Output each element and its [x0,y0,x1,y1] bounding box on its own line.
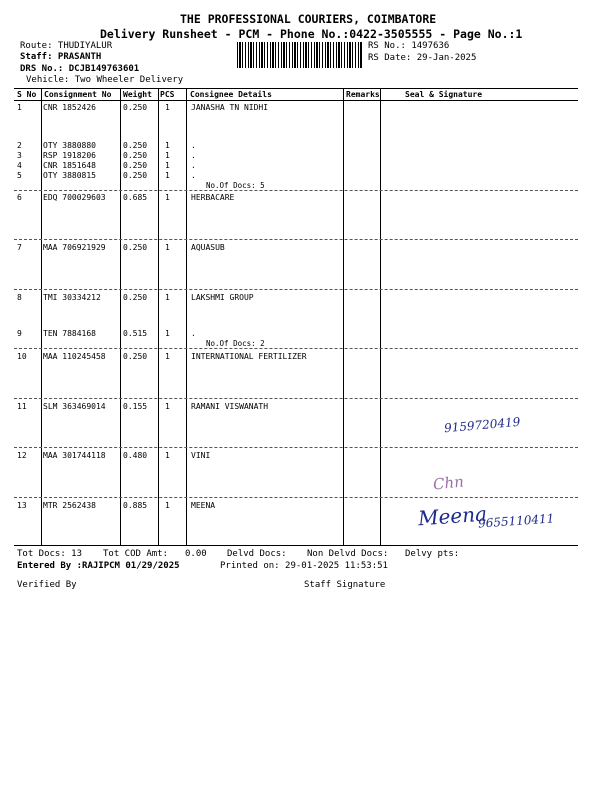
cell-weight: 0.515 [123,329,148,338]
col-divider [120,88,121,545]
cell-consignee: . [191,141,196,150]
cell-consignee: INTERNATIONAL FERTILIZER [191,352,307,361]
col-divider [158,88,159,545]
cell-pcs: 1 [165,352,170,361]
staff-label: Staff: PRASANTH [20,52,102,62]
cell-pcs: 1 [165,501,170,510]
cell-weight: 0.250 [123,141,148,150]
runsheet-subtitle: Delivery Runsheet - PCM - Phone No.:0422-3505555 - Page No.:1 [100,27,523,41]
cell-pcs: 1 [165,151,170,160]
cell-weight: 0.155 [123,402,148,411]
cell-consignment: MAA 301744118 [43,451,106,460]
handwritten-phone-13: 9655110411 [477,511,555,531]
route-label: Route: THUDIYALUR [20,41,113,51]
cell-weight: 0.250 [123,352,148,361]
cell-weight: 0.685 [123,193,148,202]
delivery-points: Delvy pts: [405,549,460,559]
table-header-rule [14,100,578,101]
cell-consignment: MTR 2562438 [43,501,96,510]
row-separator [14,398,578,399]
cell-pcs: 1 [165,103,170,112]
row-separator [14,289,578,290]
cell-pcs: 1 [165,141,170,150]
cell-consignment: EDQ 700029603 [43,193,106,202]
total-cod-label: Tot COD Amt: [103,549,169,559]
rs-number: RS No.: 1497636 [368,41,450,51]
cell-pcs: 1 [165,451,170,460]
col-divider [41,88,42,545]
non-delivered-docs: Non Delvd Docs: [307,549,389,559]
cell-sno: 10 [17,352,27,361]
col-header-remarks: Remarks [346,90,380,99]
cell-consignment: CNR 1851648 [43,161,96,170]
barcode [237,42,363,68]
verified-by-label: Verified By [17,580,77,590]
cell-sno: 1 [17,103,22,112]
row-separator [14,190,578,191]
cell-consignment: SLM 363469014 [43,402,106,411]
handwritten-initials-12: Chn [432,472,465,494]
cell-consignment: CNR 1852426 [43,103,96,112]
cell-weight: 0.250 [123,171,148,180]
cell-consignee: RAMANI VISWANATH [191,402,269,411]
cell-sno: 5 [17,171,22,180]
cell-sno: 3 [17,151,22,160]
cell-sno: 2 [17,141,22,150]
cell-sno: 7 [17,243,22,252]
cell-consignee: . [191,151,196,160]
rs-date: RS Date: 29-Jan-2025 [368,53,477,63]
cell-sno: 8 [17,293,22,302]
cell-consignment: OTY 3880880 [43,141,96,150]
cell-consignment: TMI 30334212 [43,293,101,302]
cell-pcs: 1 [165,293,170,302]
handwritten-name-13: Meena [417,501,488,531]
cell-sno: 9 [17,329,22,338]
cell-pcs: 1 [165,171,170,180]
cell-consignment: RSP 1918206 [43,151,96,160]
cell-sno: 13 [17,501,27,510]
drs-number: DRS No.: DCJB149763601 [20,64,140,74]
col-header-weight: Weight [123,90,152,99]
total-docs: Tot Docs: 13 [17,549,83,559]
cell-pcs: 1 [165,161,170,170]
cell-consignee: VINI [191,451,211,460]
cell-consignment: MAA 706921929 [43,243,106,252]
cell-sno: 11 [17,402,27,411]
cell-consignee: LAKSHMI GROUP [191,293,254,302]
group-doc-count: No.Of Docs: 2 [206,339,265,348]
cell-consignee: AQUASUB [191,243,225,252]
col-divider [343,88,344,545]
cell-weight: 0.885 [123,501,148,510]
vehicle-label: Vehicle: Two Wheeler Delivery [26,75,184,85]
cell-weight: 0.480 [123,451,148,460]
table-bottom-rule [14,545,578,546]
col-divider [380,88,381,545]
cell-consignee: . [191,171,196,180]
cell-consignment: TEN 7884168 [43,329,96,338]
cell-weight: 0.250 [123,293,148,302]
col-header-consignment: Consignment No [44,90,112,99]
cell-pcs: 1 [165,402,170,411]
cell-weight: 0.250 [123,161,148,170]
cell-consignment: OTY 3880815 [43,171,96,180]
entered-by: Entered By :RAJIPCM 01/29/2025 [17,561,180,571]
group-doc-count: No.Of Docs: 5 [206,181,265,190]
table-top-rule [14,88,578,89]
row-separator [14,348,578,349]
cell-consignee: . [191,161,196,170]
col-header-consignee: Consignee Details [190,90,272,99]
col-header-seal: Seal & Signature [405,90,483,99]
col-header-sno: S No [17,90,37,99]
handwritten-phone-11: 9159720419 [443,414,521,436]
row-separator [14,497,578,498]
cell-weight: 0.250 [123,103,148,112]
cell-consignee: HERBACARE [191,193,235,202]
cell-sno: 12 [17,451,27,460]
cell-sno: 4 [17,161,22,170]
cell-sno: 6 [17,193,22,202]
cell-consignee: . [191,329,196,338]
cell-weight: 0.250 [123,243,148,252]
cell-consignee: JANASHA TN NIDHI [191,103,269,112]
company-title: THE PROFESSIONAL COURIERS, COIMBATORE [180,12,437,26]
cell-pcs: 1 [165,193,170,202]
delivered-docs: Delvd Docs: [227,549,287,559]
row-separator [14,447,578,448]
total-cod-amount: 0.00 [185,549,207,559]
col-divider [186,88,187,545]
printed-on: Printed on: 29-01-2025 11:53:51 [220,561,388,571]
cell-pcs: 1 [165,329,170,338]
cell-consignee: MEENA [191,501,216,510]
cell-consignment: MAA 110245458 [43,352,106,361]
cell-pcs: 1 [165,243,170,252]
cell-weight: 0.250 [123,151,148,160]
staff-signature-label: Staff Signature [304,580,386,590]
col-header-pcs: PCS [160,90,175,99]
